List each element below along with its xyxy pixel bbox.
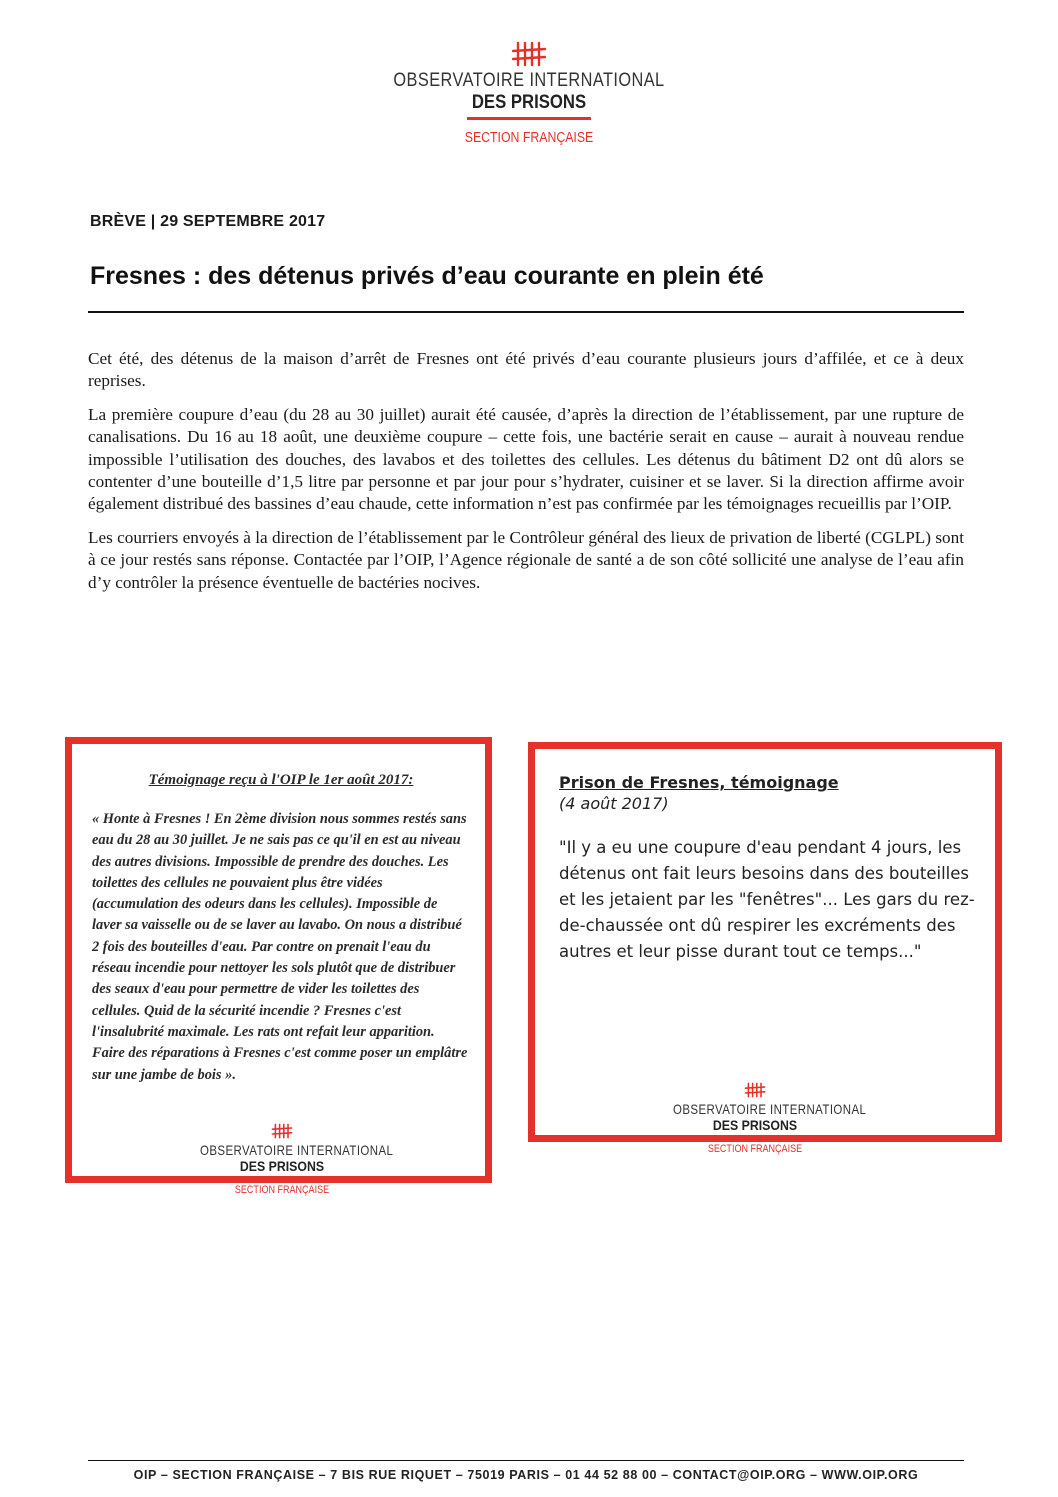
testimony-right-quote: "Il y a eu une coupure d'eau pendant 4 jours, les détenus ont fait leurs besoins dans des bouteilles et les jetaient par les "fenêtres"... Les gars du rez-de-chaussée ont dû respirer les excréments des autres et leur pisse durant tout ce temps...": [559, 838, 975, 961]
logo-line-des-prisons: DES PRISONS: [471, 92, 587, 113]
article-paragraph: La première coupure d’eau (du 28 au 30 juillet) aurait été causée, d’après la direction de l’établissement, par une rupture de canalisations. Du 16 au 18 août, une deuxième coupure – cette fois, une bactérie serait en cause – aurait à nouveau rendue impossible l’utilisation des douches, des lavabos et des toilettes des cellules. Les détenus du bâtiment D2 ont dû alors se contenter d’une bouteille d’1,5 litre par personne et par jour pour s’hydrater, cuisiner et se laver. Si la direction affirme avoir également distribué des bassines d’eau chaude, cette information n’est pas confirmée par les témoignages recueillis par l’OIP.: [88, 404, 964, 514]
logo-line-observatoire: OBSERVATOIRE INTERNATIONAL: [673, 1101, 867, 1117]
article-paragraph: Cet été, des détenus de la maison d’arrêt de Fresnes ont été privés d’eau courante plusieurs jours d’affilée, et ce à deux reprises.: [88, 349, 964, 391]
article-body: [88, 348, 964, 605]
testimony-right-date: (4 août 2017): [559, 794, 669, 813]
logo-line-section: SECTION FRANÇAISE: [234, 1184, 330, 1196]
oip-tally-mark-icon: [509, 40, 549, 68]
testimony-right-heading: Prison de Fresnes, témoignage: [559, 773, 839, 792]
article-paragraph: Les courriers envoyés à la direction de l’établissement par le Contrôleur général des lieux de privation de liberté (CGLPL) sont à ce jour restés sans réponse. Contactée par l’OIP, l’Agence régionale de santé a de son côté sollicité une analyse de l’eau afin d’y contrôler la présence éventuelle de bactéries nocives.: [88, 527, 964, 592]
logo-line-observatoire: OBSERVATOIRE INTERNATIONAL: [200, 1142, 394, 1158]
oip-tally-mark-icon: [743, 1081, 767, 1099]
logo-line-des-prisons: DES PRISONS: [239, 1158, 325, 1174]
oip-tally-mark-icon: [270, 1122, 294, 1140]
footer-contact: OIP – SECTION FRANÇAISE – 7 BIS RUE RIQUET – 75019 PARIS – 01 44 52 88 00 – CONTACT@OIP.ORG – WWW.OIP.ORG: [133, 1468, 919, 1482]
testimony-box-right: [528, 742, 1002, 1155]
oip-logo-header: [329, 40, 729, 146]
logo-underline: [467, 117, 591, 120]
logo-line-observatoire: OBSERVATOIRE INTERNATIONAL: [393, 70, 665, 91]
logo-line-section: SECTION FRANÇAISE: [707, 1143, 803, 1155]
testimony-box-left: [65, 737, 492, 1196]
logo-line-section: SECTION FRANÇAISE: [464, 129, 594, 146]
logo-underline: [711, 1135, 799, 1137]
title-divider: [88, 311, 964, 313]
testimony-left-quote: « Honte à Fresnes ! En 2ème division nous sommes restés sans eau du 28 au 30 juillet. Je ne sais pas ce qu'il en est au niveau des autres divisions. Impossible de prendre des douches. Les toilettes des cellules ne pouvaient plus être vidées (accumulation des odeurs dans les cellules). Impossible de laver sa vaisselle ou de se laver au lavabo. On nous a distribué 2 fois des bouteilles d'eau. Par contre on prenait l'eau du réseau incendie pour nettoyer les sols plutôt que de distribuer des seaux d'eau pour permettre de vider les toilettes des cellules. Quid de la sécurité incendie ? Fresnes c'est l'insalubrité maximale. Les rats ont refait leur apparition. Faire des réparations à Fresnes c'est comme poser un emplâtre sur une jambe de bois ».: [92, 811, 468, 1083]
testimony-left-heading: Témoignage reçu à l'OIP le 1er août 2017:: [148, 772, 414, 788]
logo-underline: [238, 1176, 326, 1178]
article-title: Fresnes : des détenus privés d’eau courante en plein été: [90, 262, 764, 290]
logo-line-des-prisons: DES PRISONS: [712, 1117, 798, 1133]
oip-logo-box-right: [655, 1081, 867, 1155]
footer-divider: [88, 1460, 964, 1461]
oip-logo-box-left: [182, 1122, 394, 1196]
category-date: BRÈVE | 29 SEPTEMBRE 2017: [90, 213, 326, 230]
